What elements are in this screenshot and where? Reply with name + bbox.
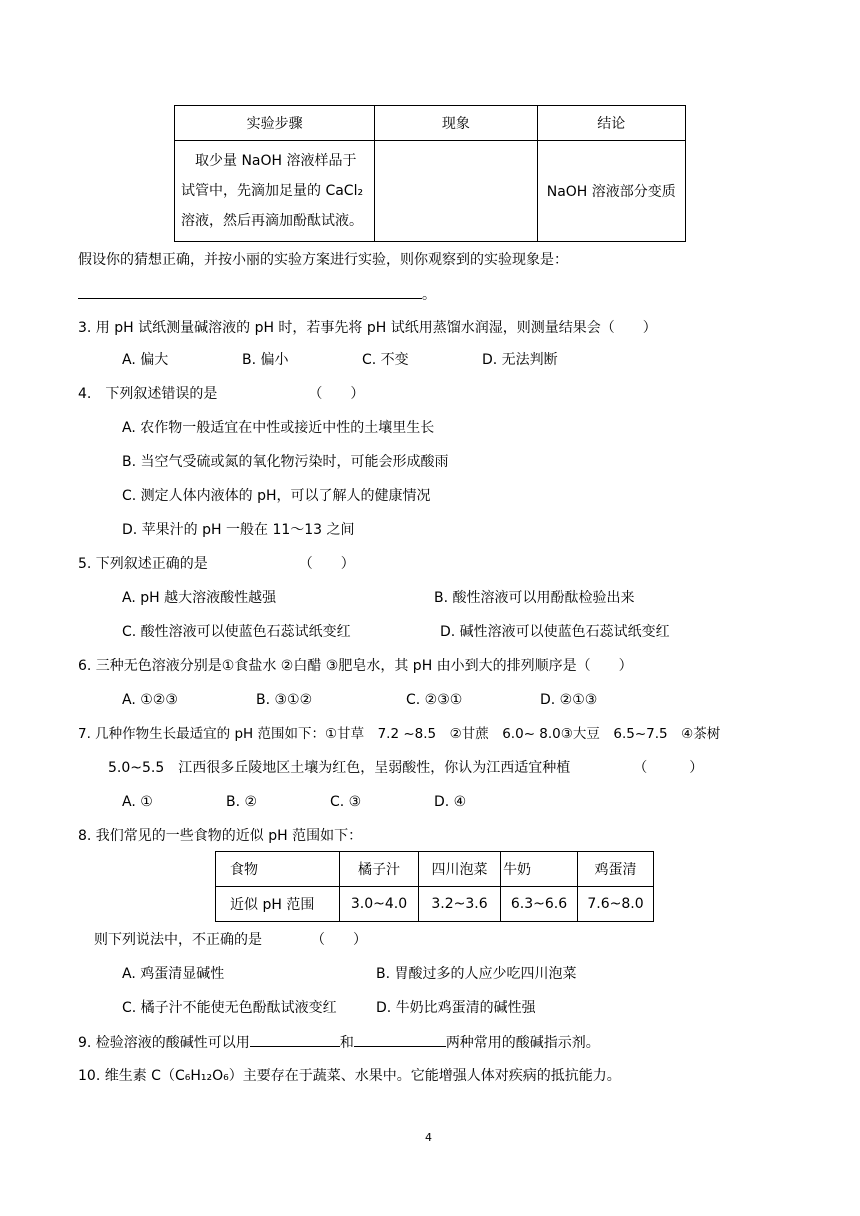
q3-option-b: B. 偏小	[242, 352, 289, 368]
q5-option-d: D. 碱性溶液可以使蓝色石蕊试纸变红	[440, 624, 670, 640]
q6-stem: 6. 三种无色溶液分别是①食盐水 ②白醋 ③肥皂水，其 pH 由小到大的排列顺序是（ ）	[78, 658, 633, 674]
q9-part3: 两种常用的酸碱指示剂。	[445, 1035, 600, 1051]
q8-stem: 8. 我们常见的一些食物的近似 pH 范围如下：	[78, 828, 363, 844]
q7-option-c: C. ③	[330, 794, 362, 810]
q4-stem: 4. 下列叙述错误的是 （ ）	[78, 386, 365, 402]
q3-stem: 3. 用 pH 试纸测量碱溶液的 pH 时，若事先将 pH 试纸用蒸馏水润湿，则测量结果会（ ）	[78, 320, 657, 336]
q9-part1: 9. 检验溶液的酸碱性可以用	[78, 1035, 250, 1051]
table-cell: 近似 pH 范围	[216, 887, 340, 922]
hypothesis-answer	[78, 284, 436, 305]
table-cell: 3.0~4.0	[340, 887, 419, 922]
q8-option-d: D. 牛奶比鸡蛋清的碱性强	[376, 1000, 536, 1016]
q6-option-a: A. ①②③	[122, 692, 178, 708]
q8-option-a: A. 鸡蛋清显碱性	[122, 966, 225, 982]
q5-option-a: A. pH 越大溶液酸性越强	[122, 590, 277, 606]
cell-conclusion: NaOH 溶液部分变质	[537, 141, 685, 242]
hypothesis-text: 假设你的猜想正确，并按小丽的实验方案进行实验，则你观察到的实验现象是：	[78, 252, 568, 268]
q8-option-c: C. 橘子汁不能使无色酚酞试液变红	[122, 1000, 337, 1016]
q8-question: 则下列说法中，不正确的是 （ ）	[94, 932, 367, 948]
page-number: 4	[425, 1131, 432, 1144]
header-conclusion: 结论	[537, 106, 685, 141]
answer-blank[interactable]	[250, 1032, 340, 1047]
answer-blank[interactable]	[354, 1032, 446, 1047]
q7-option-a: A. ①	[122, 794, 153, 810]
q7-line2: 5.0~5.5 江西很多丘陵地区土壤为红色，呈弱酸性，你认为江西适宜种植 （ ）	[108, 760, 704, 776]
table-cell: 橘子汁	[340, 852, 419, 887]
q6-option-b: B. ③①②	[256, 692, 313, 708]
q4-option-d: D. 苹果汁的 pH 一般在 11～13 之间	[122, 522, 355, 538]
q9-line	[78, 1032, 600, 1053]
table-cell: 6.3~6.6	[501, 887, 578, 922]
table-cell: 四川泡菜	[419, 852, 501, 887]
header-phenomenon: 现象	[375, 106, 537, 141]
table-cell: 3.2~3.6	[419, 887, 501, 922]
table-cell: 鸡蛋清	[578, 852, 654, 887]
q4-option-b: B. 当空气受硫或氮的氧化物污染时，可能会形成酸雨	[122, 454, 449, 470]
table-cell: 牛奶	[501, 852, 578, 887]
q6-option-d: D. ②①③	[540, 692, 598, 708]
table-cell: 食物	[216, 852, 340, 887]
q8-option-b: B. 胃酸过多的人应少吃四川泡菜	[376, 966, 577, 982]
answer-blank[interactable]	[78, 284, 422, 299]
q4-option-a: A. 农作物一般适宜在中性或接近中性的土壤里生长	[122, 420, 435, 436]
step-line: 溶液，然后再滴加酚酞试液。	[181, 213, 363, 229]
q4-option-c: C. 测定人体内液体的 pH，可以了解人的健康情况	[122, 488, 431, 504]
cell-phenomenon	[375, 141, 537, 242]
step-line: 试管中，先滴加足量的 CaCl₂	[181, 183, 364, 199]
q5-stem: 5. 下列叙述正确的是 （ ）	[78, 556, 355, 572]
experiment-table	[174, 105, 686, 242]
cell-steps	[175, 141, 375, 242]
q3-option-a: A. 偏大	[122, 352, 169, 368]
q10-text: 10. 维生素 C（C₆H₁₂O₆）主要存在于蔬菜、水果中。它能增强人体对疾病的抵抗能力。	[78, 1068, 621, 1084]
q7-option-b: B. ②	[226, 794, 258, 810]
header-steps: 实验步骤	[175, 106, 375, 141]
q6-option-c: C. ②③①	[406, 692, 463, 708]
table-cell: 7.6~8.0	[578, 887, 654, 922]
q5-option-b: B. 酸性溶液可以用酚酞检验出来	[434, 590, 635, 606]
hypothesis-end: 。	[422, 287, 436, 303]
step-line: 取少量 NaOH 溶液样品于	[195, 153, 357, 169]
q7-option-d: D. ④	[434, 794, 467, 810]
q3-option-d: D. 无法判断	[482, 352, 558, 368]
q3-option-c: C. 不变	[362, 352, 409, 368]
q5-option-c: C. 酸性溶液可以使蓝色石蕊试纸变红	[122, 624, 351, 640]
q9-part2: 和	[339, 1035, 354, 1051]
food-ph-table	[215, 851, 654, 922]
q7-line1: 7. 几种作物生长最适宜的 pH 范围如下：①甘草 7.2 ~8.5 ②甘蔗 6.0~ 8.0③大豆 6.5~7.5 ④茶树	[78, 726, 721, 742]
